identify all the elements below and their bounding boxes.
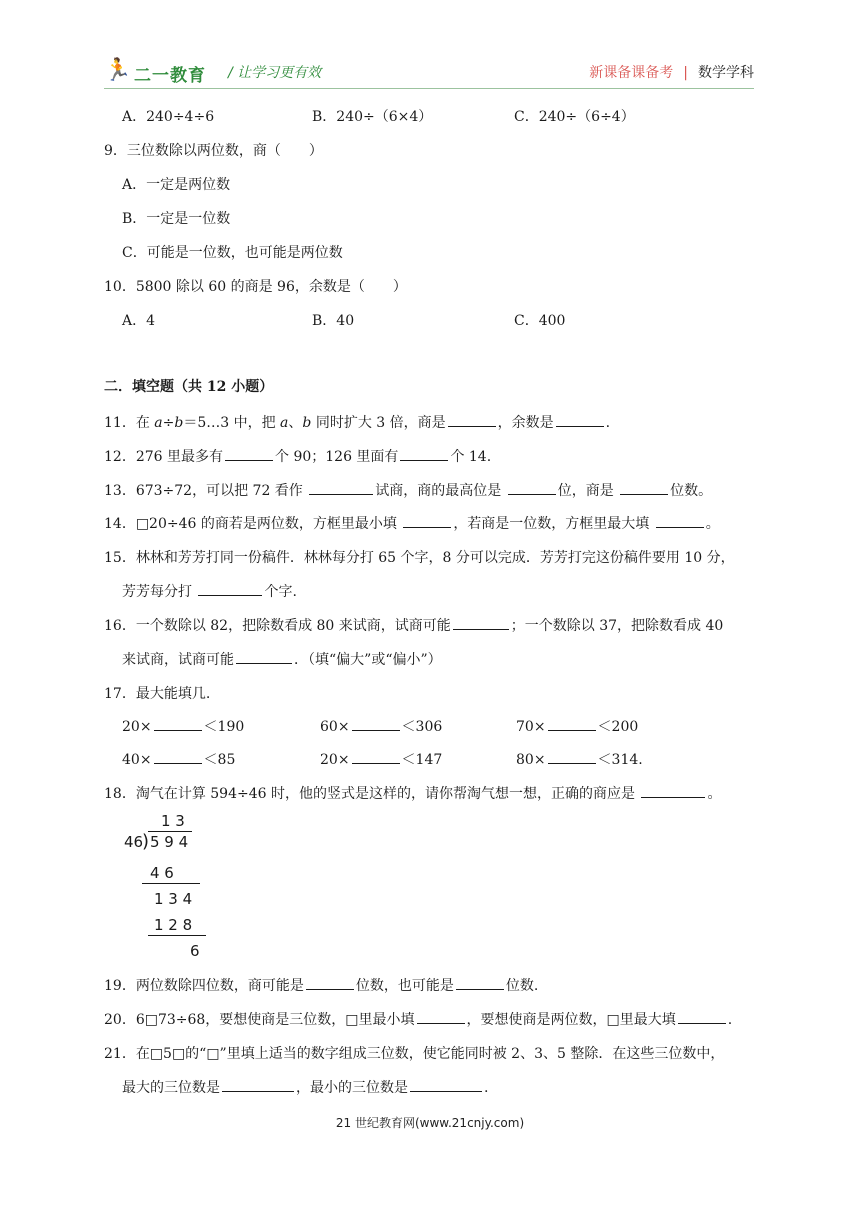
ld-bracket: ) (142, 831, 150, 852)
ld-dividend: 5 9 4 (150, 833, 189, 851)
ld-step2: 1 3 4 (154, 890, 193, 908)
ld-remainder: 6 (190, 942, 200, 960)
q19-blank-2[interactable] (456, 975, 504, 990)
q21-blank-2[interactable] (410, 1077, 482, 1092)
q12-blank-1[interactable] (225, 446, 273, 461)
ld-bar (148, 831, 192, 832)
q16-line-2: 来试商，试商可能 ．（填“偏大”或“偏小”） (122, 649, 442, 669)
ld-rule-1 (142, 883, 200, 884)
q17-item: 70× ＜200 (516, 716, 638, 736)
q17-item: 20× ＜190 (122, 716, 244, 736)
q17-item: 40× ＜85 (122, 749, 235, 769)
q14-blank-2[interactable] (656, 513, 704, 528)
q8-option-b: B．240÷（6×4） (312, 109, 433, 125)
header-subject: 新课备课备考 | 数学学科 (589, 65, 754, 81)
q10-stem: 10．5800 除以 60 的商是 96，余数是（ ） (104, 279, 407, 295)
header-divider (104, 88, 754, 89)
q15-line-1: 15．林林和芳芳打同一份稿件．林林每分打 65 个字，8 分可以完成．芳芳打完这份稿件要用 10 分， (104, 550, 735, 566)
q21-line-2: 最大的三位数是 ，最小的三位数是 . (122, 1077, 488, 1097)
q21-blank-1[interactable] (222, 1077, 294, 1092)
q16-blank-1[interactable] (453, 615, 509, 630)
q11: 11．在 a÷b＝5…3 中，把 a、b 同时扩大 3 倍，商是 ，余数是 . (104, 412, 610, 432)
q20: 20．6□73÷68，要想使商是三位数，□里最小填 ，要想使商是两位数，□里最大填 . (104, 1009, 732, 1029)
q13-blank-2[interactable] (508, 480, 556, 495)
q8-option-c: C．240÷（6÷4） (514, 109, 635, 125)
q10-option-a: A．4 (122, 313, 156, 329)
q13: 13．673÷72，可以把 72 看作 试商，商的最高位是 位，商是 位数。 (104, 480, 712, 500)
ld-step3: 1 2 8 (154, 916, 193, 934)
q9-option-a: A．一定是两位数 (122, 177, 231, 193)
q14-blank-1[interactable] (403, 513, 451, 528)
section-title: 二．填空题（共 12 小题） (104, 379, 274, 395)
q14: 14．□20÷46 的商若是两位数，方框里最小填 ，若商是一位数，方框里最大填 。 (104, 513, 720, 533)
q12: 12．276 里最多有 个 90；126 里面有 个 14. (104, 446, 491, 466)
long-division-figure (124, 812, 224, 962)
ld-step1: 4 6 (150, 864, 174, 882)
q17-item: 20× ＜147 (320, 749, 442, 769)
ld-quotient: 1 3 (161, 812, 185, 830)
q9-option-b: B．一定是一位数 (122, 211, 231, 227)
q15-line-2: 芳芳每分打 个字. (122, 581, 297, 601)
q17-blank-2[interactable] (352, 716, 400, 731)
q15-blank[interactable] (198, 581, 262, 596)
q17-blank-3[interactable] (548, 716, 596, 731)
q17-blank-5[interactable] (352, 749, 400, 764)
q8-option-a: A．240÷4÷6 (122, 109, 215, 125)
q19-blank-1[interactable] (306, 975, 354, 990)
q20-blank-2[interactable] (678, 1009, 726, 1024)
q21-line-1: 21．在□5□的“□”里填上适当的数字组成三位数，使它能同时被 2、3、5 整除．在这些三位数中， (104, 1046, 725, 1062)
q19: 19．两位数除四位数，商可能是 位数，也可能是 位数. (104, 975, 538, 995)
q18-blank[interactable] (641, 783, 705, 798)
q12-blank-2[interactable] (400, 446, 448, 461)
q10-option-c: C．400 (514, 313, 566, 329)
q11-blank-remainder[interactable] (556, 412, 604, 427)
q18: 18．淘气在计算 594÷46 时，他的竖式是这样的，请你帮淘气想一想，正确的商应是 。 (104, 783, 721, 803)
q20-blank-1[interactable] (417, 1009, 465, 1024)
logo-text: 二一教育 (134, 66, 206, 86)
q13-blank-3[interactable] (620, 480, 668, 495)
logo (104, 58, 224, 88)
q9-option-c: C．可能是一位数，也可能是两位数 (122, 245, 343, 261)
q16-line-1: 16．一个数除以 82，把除数看成 80 来试商，试商可能 ；一个数除以 37，把除数看成 40 (104, 615, 723, 635)
slogan: / 让学习更有效 (228, 65, 322, 81)
q17-item: 60× ＜306 (320, 716, 442, 736)
ld-divisor: 46 (124, 833, 144, 851)
q17-stem: 17．最大能填几. (104, 686, 211, 702)
ld-rule-2 (148, 935, 206, 936)
q17-blank-1[interactable] (154, 716, 202, 731)
page-footer: 21 世纪教育网(www.21cnjy.com) (335, 1116, 525, 1130)
q17-item: 80× ＜314. (516, 749, 643, 769)
q16-blank-2[interactable] (236, 649, 292, 664)
page-header (0, 0, 860, 100)
q17-blank-6[interactable] (548, 749, 596, 764)
q13-blank-1[interactable] (309, 480, 373, 495)
q17-blank-4[interactable] (154, 749, 202, 764)
runner-icon: 🏃 (104, 58, 132, 83)
q9-stem: 9．三位数除以两位数，商（ ） (104, 143, 323, 159)
q11-blank-quotient[interactable] (448, 412, 496, 427)
q10-option-b: B．40 (312, 313, 355, 329)
